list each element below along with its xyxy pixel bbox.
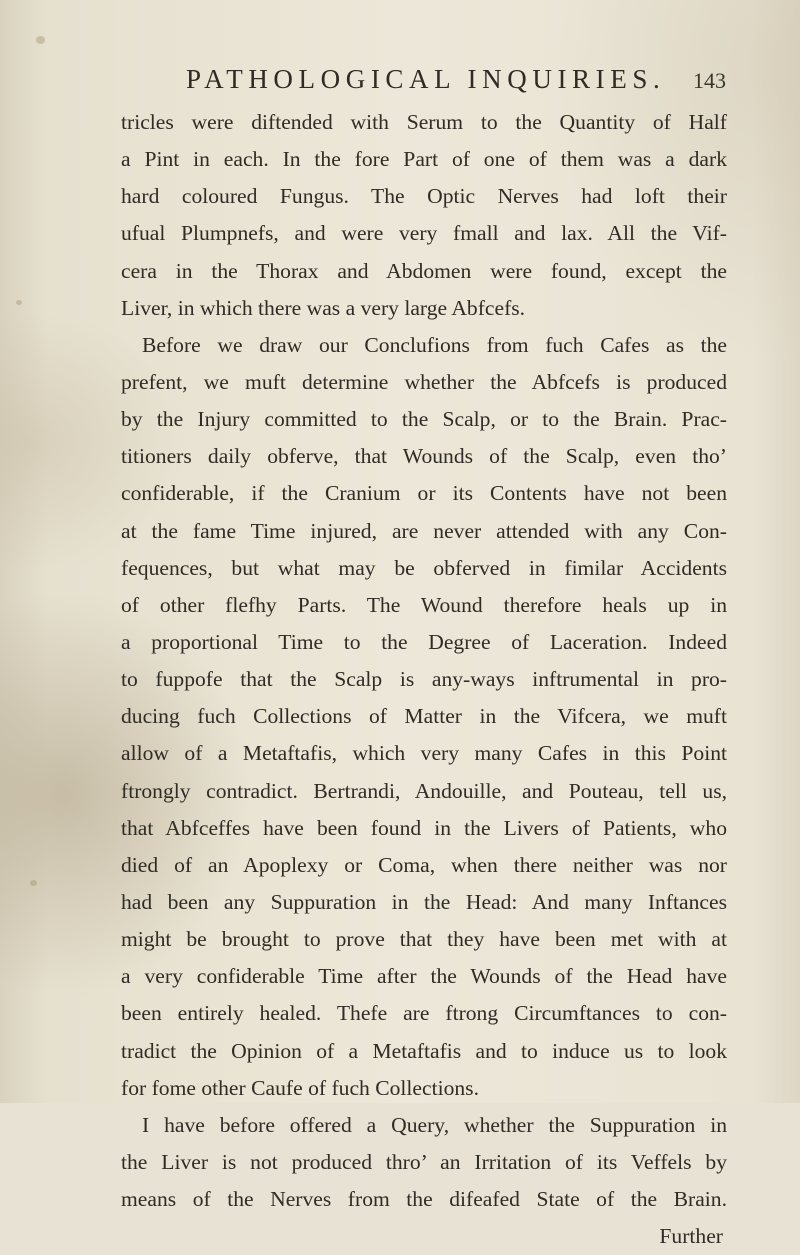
text-line: Liver, in which there was a very large Abfcefs. [121,295,526,320]
text-line: hard coloured Fungus. The Optic Nerves had loft their [121,184,727,209]
catchword: Further [659,1224,723,1249]
text-line: of other flefhy Parts. The Wound therefore heals up in [121,592,727,617]
text-line: titioners daily obferve, that Wounds of the Scalp, even tho’ [121,444,727,469]
text-line: prefent, we muft determine whether the Abfcefs is produced [121,369,727,394]
text-line: the Liver is not produced thro’ an Irritation of its Veffels by [121,1149,727,1174]
text-line: means of the Nerves from the difeafed State of the Brain. [121,1187,727,1212]
page-number: 143 [693,68,726,93]
foxing-spot [30,880,37,886]
body-text [121,104,727,1255]
paragraph-start: I have before offered a Query, whether the Suppuration in [142,1112,727,1137]
text-line: a very confiderable Time after the Wounds of the Head have [121,964,727,989]
text-line: been entirely healed. Thefe are ftrong Circumftances to con- [121,1001,727,1026]
paragraph-start: Before we draw our Conclufions from fuch Cafes as the [142,332,727,357]
text-line: to fuppofe that the Scalp is any-ways inftrumental in pro- [121,667,727,692]
text-line: ufual Plumpnefs, and were very fmall and lax. All the Vif- [121,221,727,246]
foxing-spot [16,300,22,305]
text-line: at the fame Time injured, are never attended with any Con- [121,518,727,543]
text-line: allow of a Metaftafis, which very many Cafes in this Point [121,741,727,766]
text-line: fequences, but what may be obferved in fimilar Accidents [121,555,727,580]
text-line: ftrongly contradict. Bertrandi, Andouille, and Pouteau, tell us, [121,778,727,803]
text-line: died of an Apoplexy or Coma, when there neither was nor [121,852,727,877]
running-title: PATHOLOGICAL INQUIRIES. [186,64,666,94]
text-line: tricles were diftended with Serum to the Quantity of Half [121,110,727,134]
text-line: had been any Suppuration in the Head: And many Inftances [121,889,727,914]
text-line: for fome other Caufe of fuch Collections. [121,1075,479,1100]
text-line: that Abfceffes have been found in the Livers of Patients, who [121,815,727,840]
text-line: tradict the Opinion of a Metaftafis and to induce us to look [121,1038,727,1063]
text-line: cera in the Thorax and Abdomen were found, except the [121,258,727,283]
foxing-spot [36,36,45,44]
text-line: ducing fuch Collections of Matter in the Vifcera, we muft [121,704,727,729]
text-line: confiderable, if the Cranium or its Contents have not been [121,481,727,506]
text-line: by the Injury committed to the Scalp, or to the Brain. Prac- [121,407,727,432]
text-line: a proportional Time to the Degree of Laceration. Indeed [121,629,727,654]
running-head [186,64,726,104]
text-line: might be brought to prove that they have been met with at [121,927,727,952]
text-line: a Pint in each. In the fore Part of one of them was a dark [121,147,727,172]
